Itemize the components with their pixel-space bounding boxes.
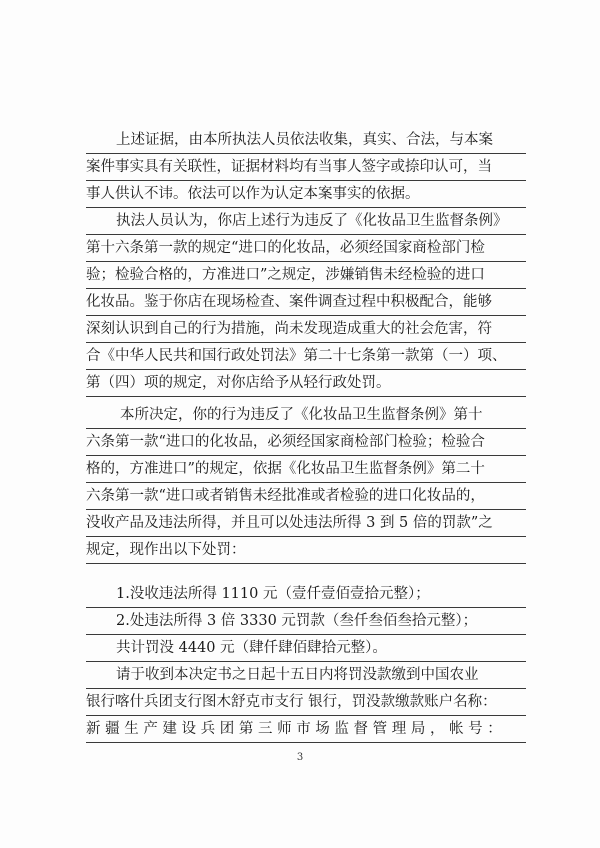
- text-line: 第十六条第一款的规定“进口的化妆品，必须经国家商检部门检: [86, 236, 526, 262]
- text-line: 案件事实具有关联性，证据材料均有当事人签字或捺印认可，当: [86, 155, 526, 181]
- text-line: 六条第一款“进口的化妆品，必须经国家商检部门检验；检验合: [86, 430, 526, 456]
- text-line: 执法人员认为，你店上述行为违反了《化妆品卫生监督条例》: [86, 209, 526, 235]
- text-line: 化妆品。鉴于你店在现场检查、案件调查过程中积极配合，能够: [86, 290, 526, 316]
- text-line: 六条第一款“进口或者销售未经批准或者检验的进口化妆品的，: [86, 484, 526, 510]
- text-line: 本所决定，你的行为违反了《化妆品卫生监督条例》第十: [86, 403, 526, 429]
- text-line: 请于收到本决定书之日起十五日内将罚没款缴到中国农业: [86, 663, 526, 689]
- text-line: 格的，方准进口”的规定，依据《化妆品卫生监督条例》第二十: [86, 457, 526, 483]
- text-line: 规定，现作出以下处罚：: [86, 538, 526, 564]
- text-line: 深刻认识到自己的行为措施，尚未发现造成重大的社会危害，符: [86, 317, 526, 343]
- penalty-item: 2.处违法所得 3 倍 3330 元罚款（叁仟叁佰叁拾元整）；: [86, 609, 526, 635]
- page-number: 3: [296, 752, 304, 763]
- text-line: 新 疆 生 产 建 设 兵 团 第 三 师 市 场 监 督 管 理 局 ， 帐 号 ：: [86, 717, 526, 743]
- text-line: 银行喀什兵团支行图木舒克市支行 银行，罚没款缴款账户名称：: [86, 690, 526, 716]
- text-line: 第（四）项的规定，对你店给予从轻行政处罚。: [86, 371, 526, 397]
- text-line: 验；检验合格的，方准进口”之规定，涉嫌销售未经检验的进口: [86, 263, 526, 289]
- text-line: 上述证据，由本所执法人员依法收集，真实、合法，与本案: [86, 128, 526, 154]
- text-line: 没收产品及违法所得，并且可以处违法所得 3 到 5 倍的罚款”之: [86, 511, 526, 537]
- text-line: 合《中华人民共和国行政处罚法》第二十七条第一款第（一）项、: [86, 344, 526, 370]
- text-line: 事人供认不讳。依法可以作为认定本案事实的依据。: [86, 182, 526, 208]
- penalty-total: 共计罚没 4440 元（肆仟肆佰肆拾元整）。: [86, 636, 526, 662]
- penalty-item: 1.没收违法所得 1110 元（壹仟壹佰壹拾元整）；: [86, 582, 526, 608]
